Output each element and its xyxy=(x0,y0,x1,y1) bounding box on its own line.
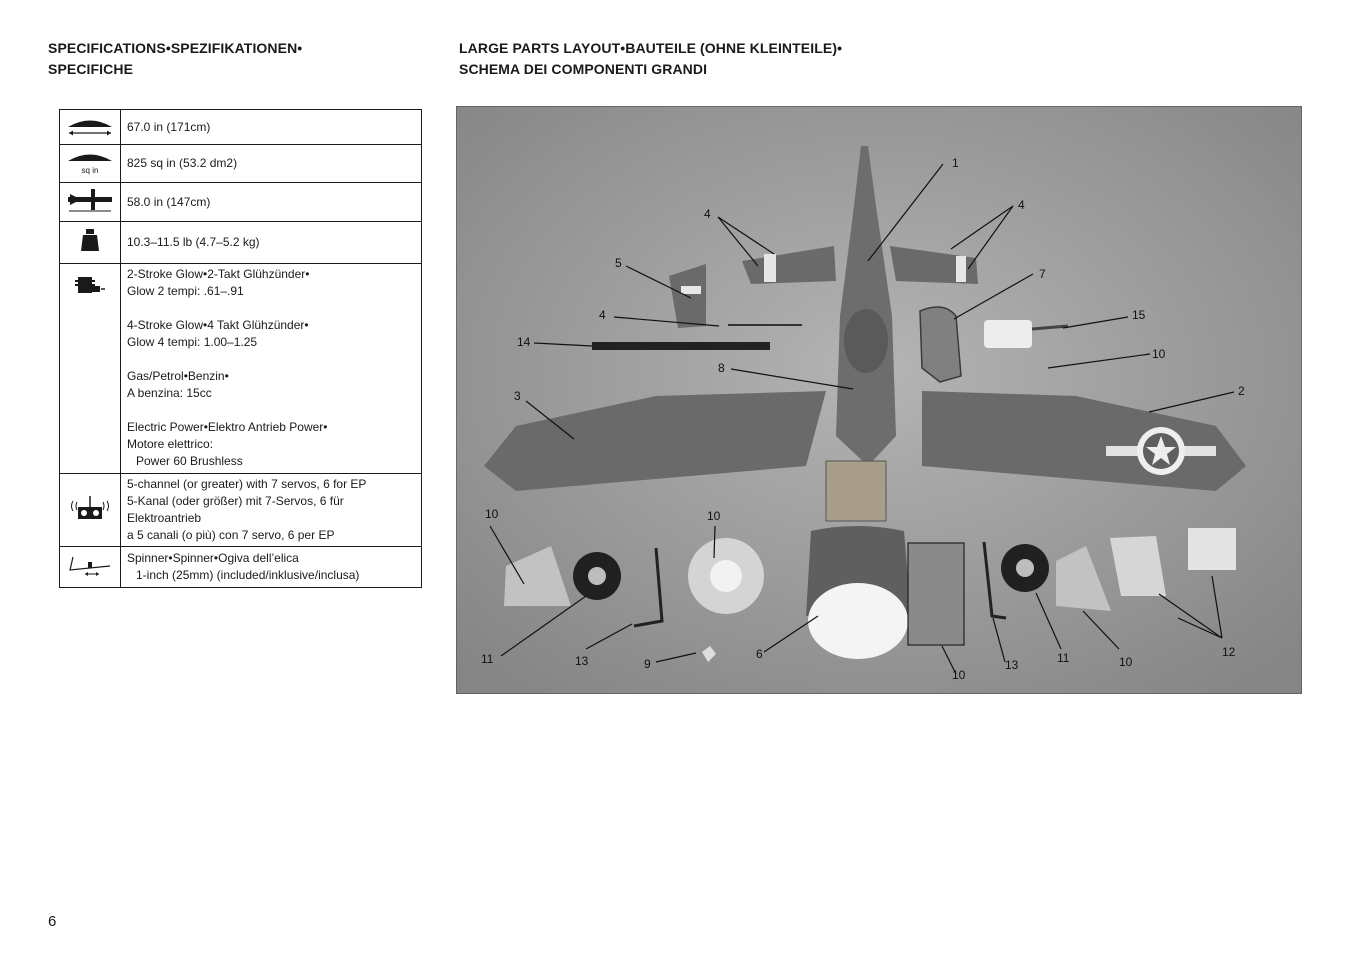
spinner-icon xyxy=(60,547,121,588)
engine-icon xyxy=(60,264,121,474)
callout-14: 14 xyxy=(517,335,531,349)
callout-4-a: 4 xyxy=(704,207,711,221)
callout-3: 3 xyxy=(514,389,521,403)
length-icon xyxy=(60,183,121,222)
svg-text:sq in: sq in xyxy=(81,166,99,175)
callout-8: 8 xyxy=(718,361,725,375)
specifications-table xyxy=(59,109,422,588)
radio-value: 5-channel (or greater) with 7 servos, 6 for EP 5-Kanal (oder größer) mit 7-Servos, 6 für Elektroantrieb a 5 canali (o più) con 7 servo, 6 per EP xyxy=(121,474,422,547)
weight-value: 10.3–11.5 lb (4.7–5.2 kg) xyxy=(121,222,422,264)
spec-row-spinner xyxy=(60,547,422,588)
callout-9: 9 xyxy=(644,657,651,671)
weight-icon xyxy=(60,222,121,264)
wing-area-value: 825 sq in (53.2 dm2) xyxy=(121,145,422,183)
callout-13-a: 13 xyxy=(575,654,589,668)
specifications-title: SPECIFICATIONS•SPEZIFIKATIONEN• SPECIFICHE xyxy=(48,40,303,77)
callout-1: 1 xyxy=(952,156,959,170)
spec-row-length xyxy=(60,183,422,222)
callout-10-c: 10 xyxy=(707,509,721,523)
wingspan-icon xyxy=(60,110,121,145)
engine-value: 2-Stroke Glow•2-Takt Glühzünder• Glow 2 tempi: .61–.91 4-Stroke Glow•4 Takt Glühzünder• Glow 4 tempi: 1.00–1.25 Gas/Petrol•Benzin• A benzina: 15cc Electric Power•Elektro Antrieb Power• Motore elettrico: Power 60 Brushless xyxy=(121,264,422,474)
callout-7: 7 xyxy=(1039,267,1046,281)
radio-icon xyxy=(60,474,121,547)
callout-11-b: 11 xyxy=(1057,651,1070,665)
callout-5: 5 xyxy=(615,256,622,270)
callout-11-a: 11 xyxy=(481,652,494,666)
spec-row-radio xyxy=(60,474,422,547)
callout-2: 2 xyxy=(1238,384,1245,398)
wing-area-icon xyxy=(60,145,121,183)
callout-4-b: 4 xyxy=(1018,198,1025,212)
length-value: 58.0 in (147cm) xyxy=(121,183,422,222)
callout-10-b: 10 xyxy=(485,507,499,521)
callout-6: 6 xyxy=(756,647,763,661)
callout-10-a: 10 xyxy=(1152,347,1166,361)
wingspan-value: 67.0 in (171cm) xyxy=(121,110,422,145)
spec-row-weight xyxy=(60,222,422,264)
callout-15: 15 xyxy=(1132,308,1146,322)
callout-12: 12 xyxy=(1222,645,1236,659)
page-number: 6 xyxy=(48,913,57,930)
large-parts-photo xyxy=(456,106,1302,694)
callout-10-e: 10 xyxy=(1119,655,1133,669)
callout-4-c: 4 xyxy=(599,308,606,322)
spinner-value: Spinner•Spinner•Ogiva dell’elica 1-inch (25mm) (included/inklusive/inclusa) xyxy=(121,547,422,588)
spec-row-wing-area xyxy=(60,145,422,183)
spec-row-wingspan xyxy=(60,110,422,145)
large-parts-title: LARGE PARTS LAYOUT•BAUTEILE (OHNE KLEINTEILE)• SCHEMA DEI COMPONENTI GRANDI xyxy=(459,40,843,77)
spec-row-engine xyxy=(60,264,422,474)
callout-10-d: 10 xyxy=(952,668,966,682)
callout-13-b: 13 xyxy=(1005,658,1019,672)
